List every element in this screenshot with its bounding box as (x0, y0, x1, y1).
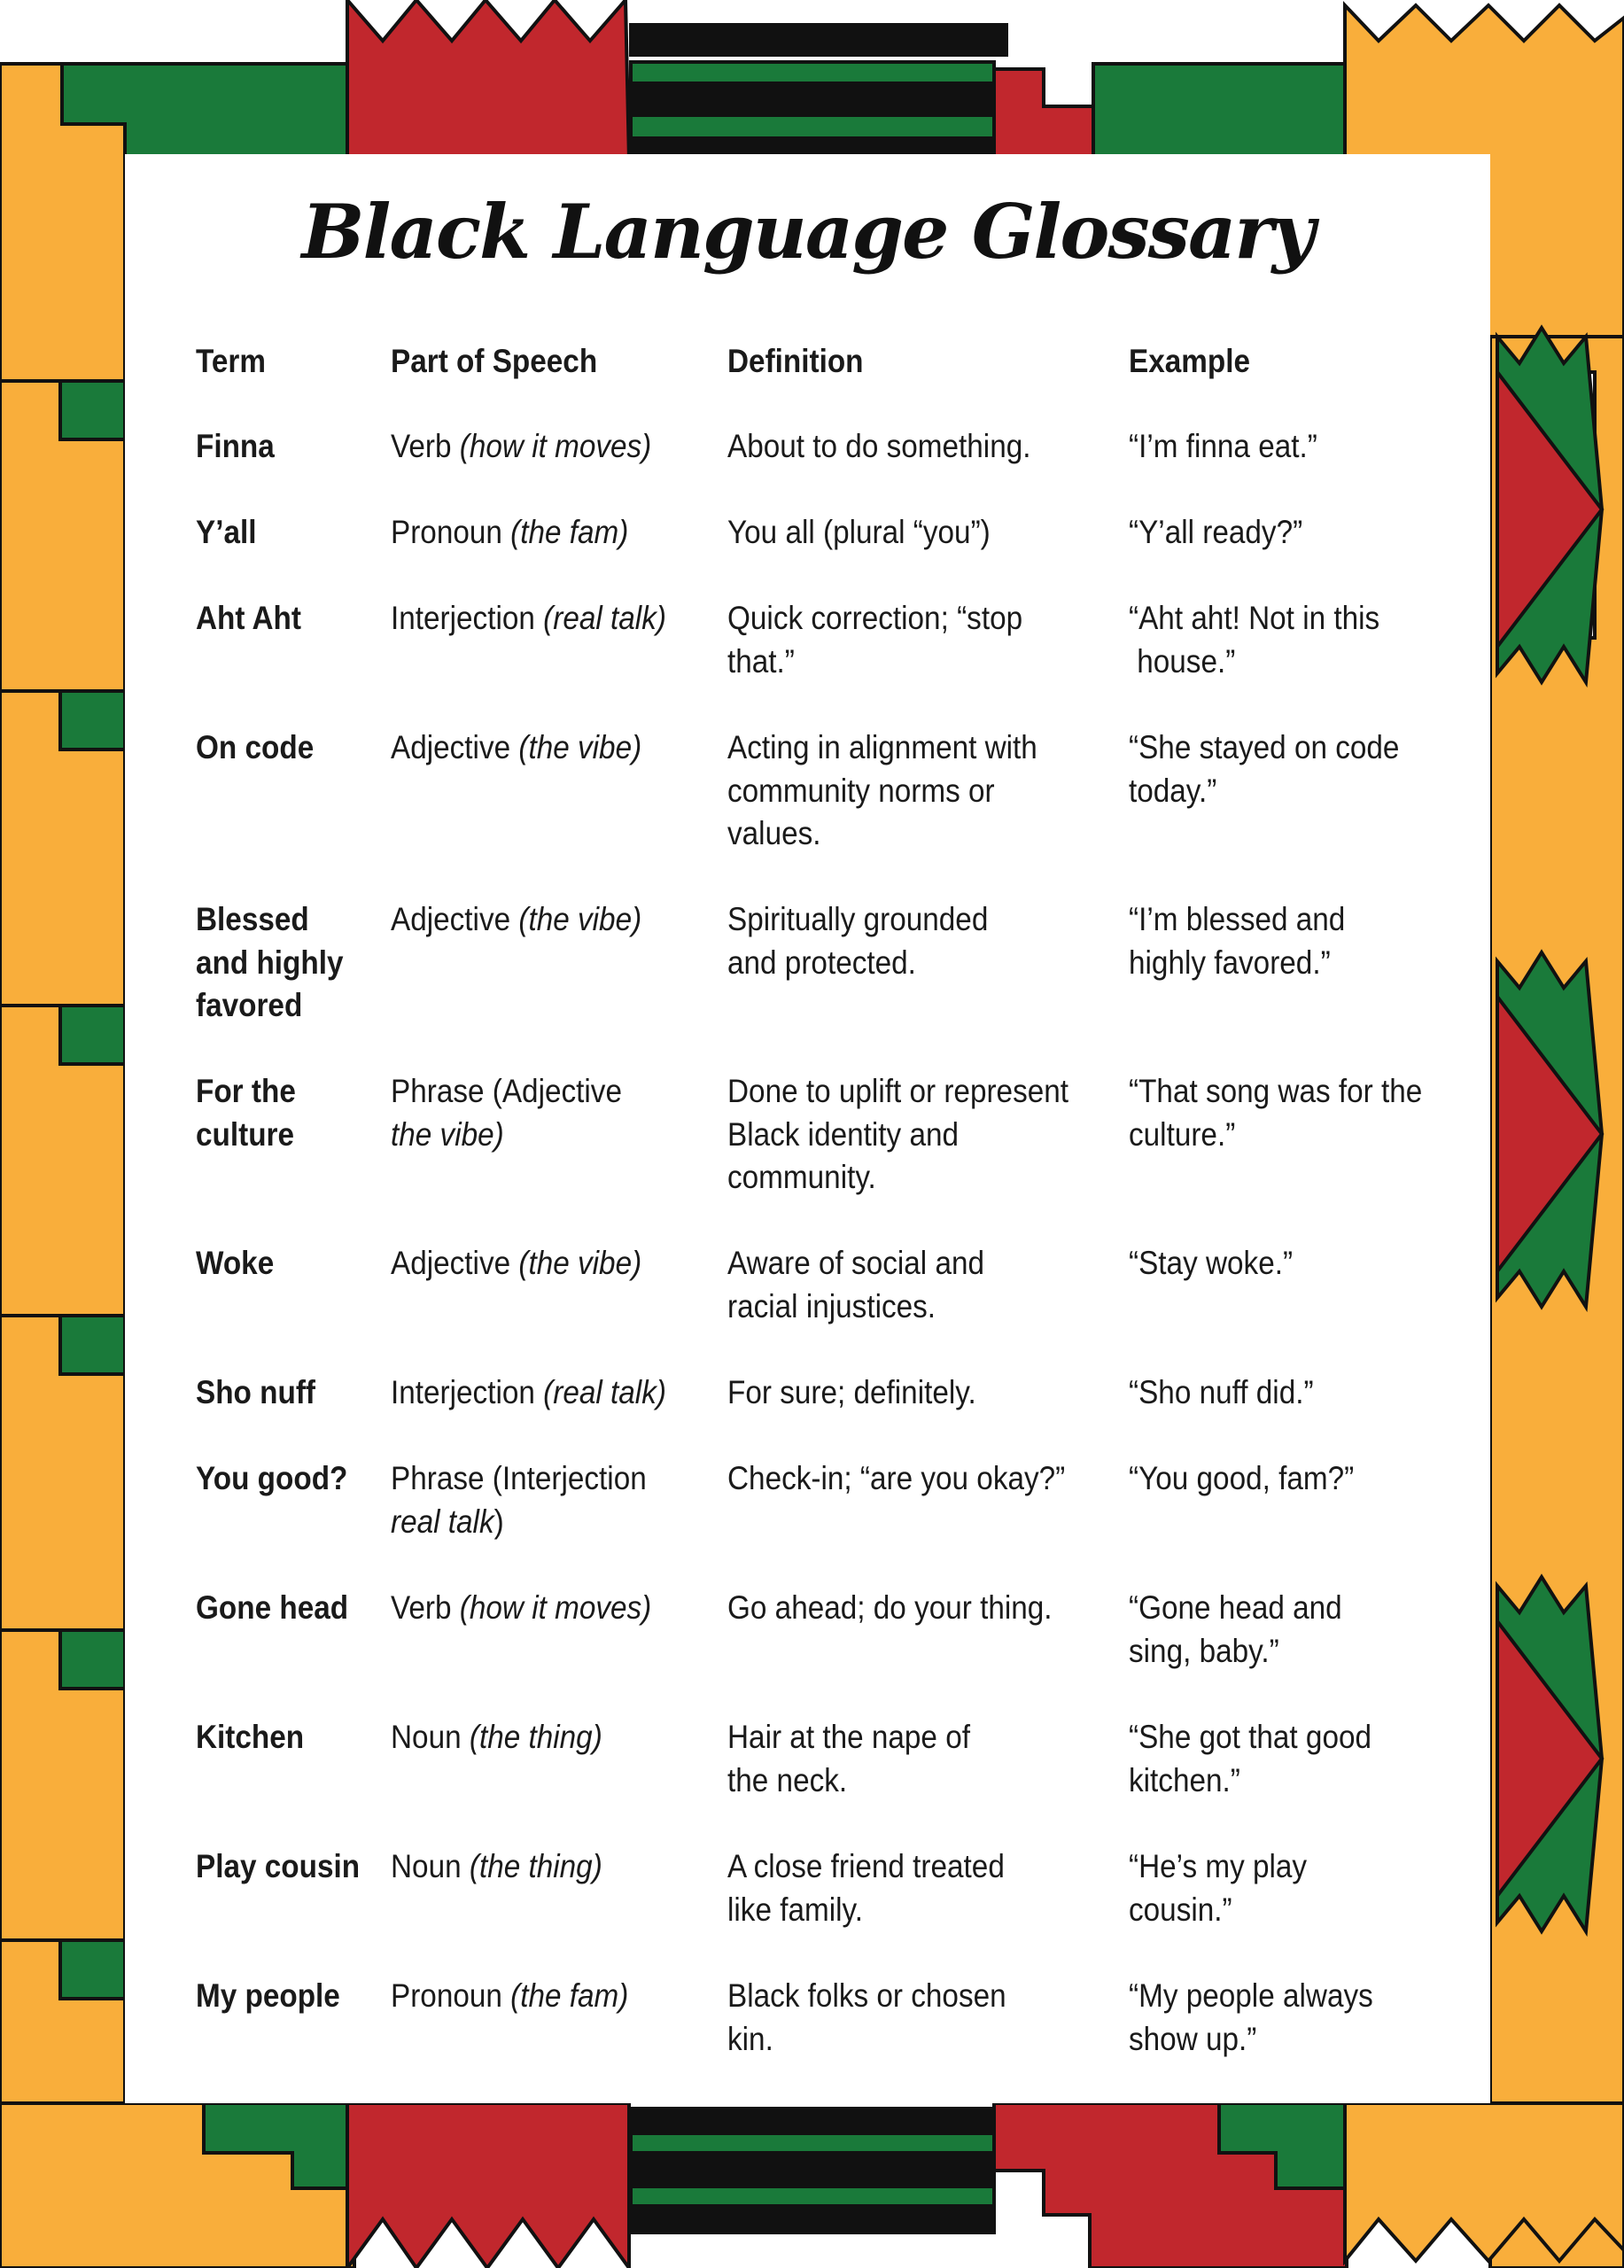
term-finna: Finna (196, 428, 275, 464)
term-on-code: On code (196, 729, 315, 765)
header-part-of-speech: Part of Speech (391, 343, 598, 379)
bottom-green-stripe-1 (631, 2133, 994, 2153)
bottom-black-stripe-1 (631, 2109, 994, 2130)
bottom-black-stripe-3 (631, 2210, 994, 2233)
term-you-good: You good? (196, 1460, 348, 1496)
pos-my-people: Pronoun (the fam) (391, 1977, 629, 2014)
example-on-code: “She stayed on code today.” (1129, 729, 1400, 809)
definition-for-the-culture: Done to uplift or represent Black identity and community. (727, 1073, 1069, 1195)
term-aht-aht: Aht Aht (196, 600, 301, 636)
definition-on-code: Acting in alignment with community norms or values. (727, 729, 1037, 851)
definition-woke: Aware of social and racial injustices. (727, 1245, 985, 1324)
pos-play-cousin: Noun (the thing) (391, 1848, 602, 1884)
header-definition: Definition (727, 343, 864, 379)
right-kente-diamond-2 (1497, 952, 1602, 1307)
term-gone-head: Gone head (196, 1589, 349, 1626)
definition-you-good: Check-in; “are you okay?” (727, 1460, 1066, 1496)
example-gone-head: “Gone head and sing, baby.” (1129, 1589, 1342, 1669)
term-yall: Y’all (196, 514, 257, 550)
pos-on-code: Adjective (the vibe) (391, 729, 642, 765)
top-green-stripe-1 (631, 62, 994, 83)
example-woke: “Stay woke.” (1129, 1245, 1294, 1281)
definition-my-people: Black folks or chosen kin. (727, 1977, 1006, 2057)
header-example: Example (1129, 343, 1250, 379)
bottom-red-zigzag-block (347, 2103, 629, 2268)
example-yall: “Y’all ready?” (1129, 514, 1303, 550)
pos-blessed-and-highly-favored: Adjective (the vibe) (391, 901, 642, 937)
pos-yall: Pronoun (the fam) (391, 514, 629, 550)
example-blessed-and-highly-favored: “I’m blessed and highly favored.” (1129, 901, 1346, 981)
example-finna: “I’m finna eat.” (1129, 428, 1317, 464)
pos-sho-nuff: Interjection (real talk) (391, 1374, 666, 1410)
example-sho-nuff: “Sho nuff did.” (1129, 1374, 1314, 1410)
pos-gone-head: Verb (how it moves) (391, 1589, 652, 1626)
pos-for-the-culture: Phrase (Adjective the vibe) (391, 1073, 622, 1153)
definition-play-cousin: A close friend treated like family. (727, 1848, 1005, 1928)
bottom-green-stripe-2 (631, 2186, 994, 2206)
term-play-cousin: Play cousin (196, 1848, 361, 1884)
top-red-step-block (994, 69, 1093, 161)
term-blessed-and-highly-favored: Blessed and highly favored (196, 901, 344, 1023)
term-sho-nuff: Sho nuff (196, 1374, 316, 1410)
example-my-people: “My people always show up.” (1129, 1977, 1373, 2057)
definition-aht-aht: Quick correction; “stop that.” (727, 600, 1023, 680)
top-black-bar-1 (631, 25, 1006, 55)
top-green-band-right (1093, 64, 1350, 161)
pos-woke: Adjective (the vibe) (391, 1245, 642, 1281)
pos-you-good: Phrase (Interjection real talk) (391, 1460, 647, 1540)
example-for-the-culture: “That song was for the culture.” (1129, 1073, 1423, 1153)
definition-blessed-and-highly-favored: Spiritually grounded and protected. (727, 901, 989, 981)
bottom-black-stripe-2 (631, 2156, 994, 2183)
top-green-stripe-2 (631, 115, 994, 138)
example-kitchen: “She got that good kitchen.” (1129, 1719, 1372, 1798)
example-play-cousin: “He’s my play cousin.” (1129, 1848, 1308, 1928)
glossary-card (125, 154, 1490, 2103)
term-my-people: My people (196, 1977, 340, 2014)
right-kente-diamond-1 (1497, 328, 1602, 682)
example-you-good: “You good, fam?” (1129, 1460, 1355, 1496)
definition-finna: About to do something. (727, 428, 1031, 464)
example-aht-aht: “Aht aht! Not in this house.” (1129, 600, 1380, 680)
pos-kitchen: Noun (the thing) (391, 1719, 602, 1755)
definition-gone-head: Go ahead; do your thing. (727, 1589, 1053, 1626)
term-kitchen: Kitchen (196, 1719, 305, 1755)
right-kente-diamond-3 (1497, 1577, 1602, 1931)
pos-aht-aht: Interjection (real talk) (391, 600, 666, 636)
header-term: Term (196, 343, 266, 379)
definition-kitchen: Hair at the nape of the neck. (727, 1719, 970, 1798)
term-woke: Woke (196, 1245, 275, 1281)
top-black-stripe-2 (631, 87, 994, 112)
pos-finna: Verb (how it moves) (391, 428, 652, 464)
definition-sho-nuff: For sure; definitely. (727, 1374, 976, 1410)
top-red-zigzag-block (347, 0, 629, 161)
definition-yall: You all (plural “you”) (727, 514, 991, 550)
glossary-title: Black Language Glossary (301, 188, 1314, 276)
term-for-the-culture: For the culture (196, 1073, 296, 1153)
